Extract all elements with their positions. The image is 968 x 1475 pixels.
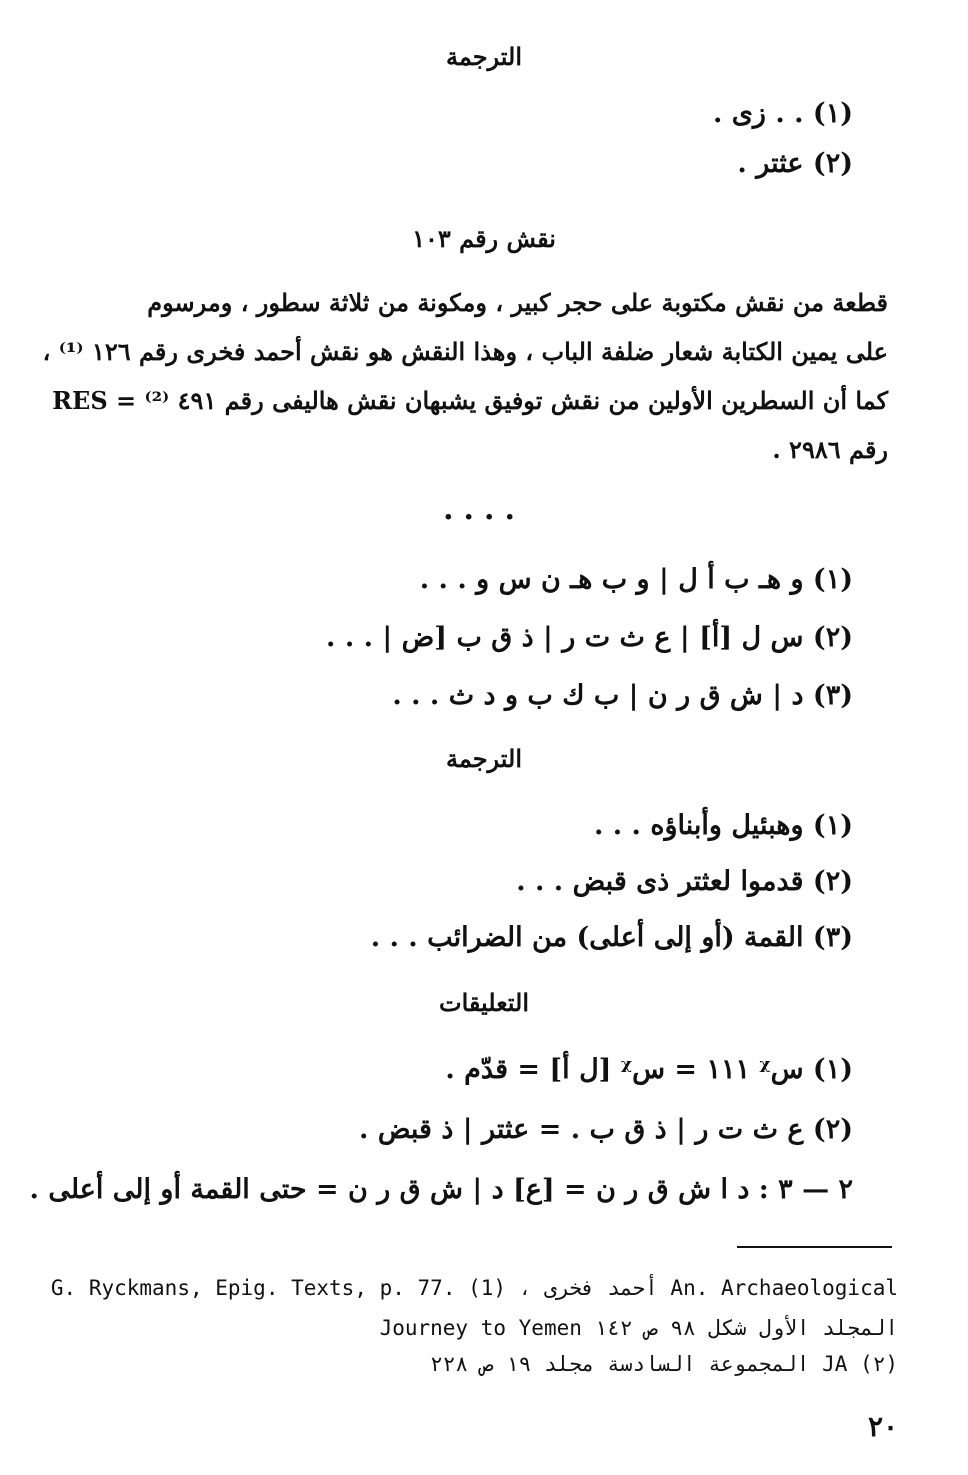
section-separator: .... bbox=[443, 492, 525, 527]
inscription-title: نقش رقم ١٠٣ bbox=[412, 224, 556, 253]
commentary-line-3: ٢ — ٣ : د ا ش ق ر ن = [ع] د | ش ق ر ن = حتى القمة أو إلى أعلى . bbox=[29, 1174, 853, 1205]
page-number: ٢٠ bbox=[868, 1410, 899, 1443]
commentary-heading: التعليقات bbox=[438, 988, 530, 1017]
description-line-2: على يمين الكتابة شعار ضلفة الباب ، وهذا النقش هو نقش أحمد فخرى رقم ١٢٦ ⁽¹⁾ ، bbox=[42, 337, 888, 366]
first-translation-line-2: (٢) عثتر . bbox=[737, 148, 853, 179]
commentary-line-2: (٢) ع ث ت ر | ذ ق ب . = عثتر | ذ قبض . bbox=[359, 1114, 853, 1145]
text-line-3: (٣) د | ش ق ر ن | ب ك ب و د ث . . . bbox=[392, 680, 853, 711]
inscription-description bbox=[42, 278, 888, 474]
description-line-1: قطعة من نقش مكتوبة على حجر كبير ، ومكونة من ثلاثة سطور ، ومرسوم bbox=[147, 288, 888, 317]
translation-line-3: (٣) القمة (أو إلى أعلى) من الضرائب . . . bbox=[370, 922, 853, 953]
first-translation-line-1: (١) . . زى . bbox=[712, 98, 853, 129]
footnote-line-1: An. Archaeological أحمد فخرى ، G. Ryckmans, Epig. Texts, p. 77. (1) bbox=[50, 1276, 898, 1300]
description-line-4: رقم ٢٩٨٦ . bbox=[772, 435, 888, 464]
footnote-line-3: (٢) JA المجموعة السادسة مجلد ١٩ ص ٢٢٨ bbox=[430, 1352, 898, 1376]
footnote-line-2: المجلد الأول شكل ٩٨ ص ١٤٢ Journey to Yemen bbox=[379, 1316, 898, 1340]
footnote-rule bbox=[737, 1246, 892, 1248]
text-line-1: (١) و هـ ب أ ل | و ب هـ ن س و . . . bbox=[419, 564, 853, 595]
commentary-line-1: (١) سᵡ ١١١ = سᵡ [ل أ] = قدّم . bbox=[445, 1054, 853, 1085]
translation-line-1: (١) وهبئيل وأبناؤه . . . bbox=[593, 810, 853, 841]
text-line-2: (٢) س ل [أ] | ع ث ت ر | ذ ق ب [ض | . . . bbox=[326, 622, 853, 653]
top-heading: الترجمة bbox=[445, 42, 523, 71]
translation-line-2: (٢) قدموا لعثتر ذى قبض . . . bbox=[516, 866, 853, 897]
translation-heading: الترجمة bbox=[445, 744, 523, 773]
description-line-3: كما أن السطرين الأولين من نقش توفيق يشبهان نقش هاليفى رقم ٤٩١ ⁽²⁾ = RES bbox=[52, 386, 888, 415]
